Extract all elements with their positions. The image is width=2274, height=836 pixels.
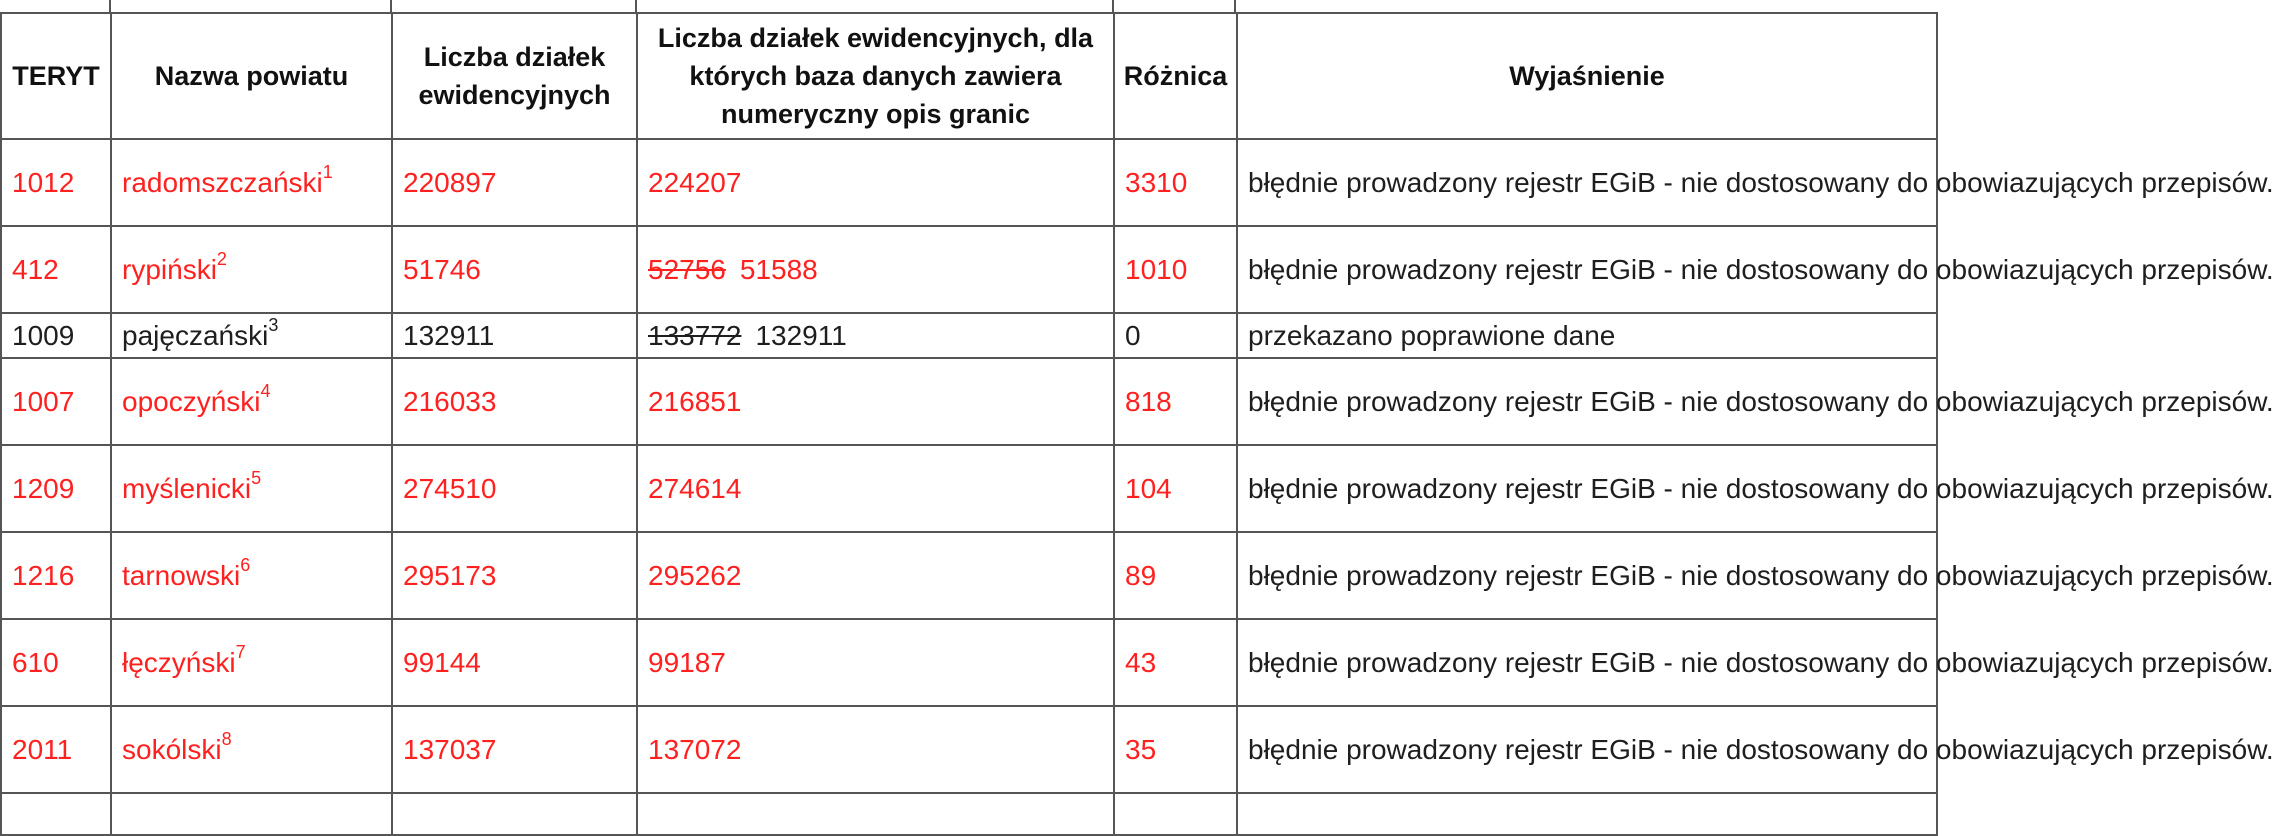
cell-numeric: 274614	[637, 445, 1114, 532]
district-name: opoczyński	[122, 386, 261, 417]
cell-count: 220897	[392, 139, 637, 226]
cell-teryt: 1007	[1, 358, 111, 445]
cell-name	[111, 313, 392, 358]
cell-explanation	[1237, 793, 1937, 835]
cell-teryt: 1216	[1, 532, 111, 619]
footnote-mark: 7	[235, 641, 246, 662]
table-row	[1, 532, 1937, 619]
district-name: sokólski	[122, 734, 222, 765]
cell-explanation: błędnie prowadzony rejestr EGiB - nie dostosowany do obowiazujących przepisów.	[1237, 532, 1937, 619]
cell-explanation: błędnie prowadzony rejestr EGiB - nie dostosowany do obowiazujących przepisów.	[1237, 139, 1937, 226]
district-name: łęczyński	[122, 647, 236, 678]
cell-name	[111, 793, 392, 835]
cell-explanation: błędnie prowadzony rejestr EGiB - nie dostosowany do obowiazujących przepisów.	[1237, 226, 1937, 313]
cell-count: 137037	[392, 706, 637, 793]
cell-name	[111, 532, 392, 619]
cell-diff: 3310	[1114, 139, 1237, 226]
corrected-value: 132911	[755, 320, 847, 351]
cell-teryt	[1, 793, 111, 835]
cell-diff: 0	[1114, 313, 1237, 358]
table-row	[1, 358, 1937, 445]
header-numeric: Liczba działek ewidencyjnych, dla których baza danych zawiera numeryczny opis granic	[637, 13, 1114, 139]
footnote-mark: 5	[251, 467, 262, 488]
cell-count: 99144	[392, 619, 637, 706]
cell-count: 216033	[392, 358, 637, 445]
table-row	[1, 793, 1937, 835]
corrected-value: 51588	[739, 254, 818, 285]
data-table	[0, 12, 2274, 836]
cell-teryt: 610	[1, 619, 111, 706]
cell-name	[111, 706, 392, 793]
district-name: pajęczański	[122, 320, 269, 351]
column-divider	[1112, 0, 1114, 12]
cell-name	[111, 226, 392, 313]
struck-value: 52756	[648, 254, 726, 285]
cell-teryt: 1012	[1, 139, 111, 226]
cell-name	[111, 139, 392, 226]
cell-numeric: 295262	[637, 532, 1114, 619]
cell-numeric: 216851	[637, 358, 1114, 445]
footnote-mark: 3	[268, 314, 279, 335]
header-teryt: TERYT	[1, 13, 111, 139]
table-row	[1, 226, 1937, 313]
cell-explanation: błędnie prowadzony rejestr EGiB - nie dostosowany do obowiazujących przepisów.	[1237, 706, 1937, 793]
cell-diff: 43	[1114, 619, 1237, 706]
column-divider	[390, 0, 392, 12]
cell-teryt: 2011	[1, 706, 111, 793]
cell-name	[111, 358, 392, 445]
cell-numeric: 137072	[637, 706, 1114, 793]
cell-numeric	[637, 793, 1114, 835]
cell-count: 295173	[392, 532, 637, 619]
cell-count: 132911	[392, 313, 637, 358]
cell-count	[392, 793, 637, 835]
cell-explanation: błędnie prowadzony rejestr EGiB - nie dostosowany do obowiazujących przepisów.	[1237, 619, 1937, 706]
table-body	[1, 139, 2274, 835]
footnote-mark: 4	[260, 380, 271, 401]
header-diff: Różnica	[1114, 13, 1237, 139]
cell-numeric	[637, 226, 1114, 313]
cell-numeric: 99187	[637, 619, 1114, 706]
header-name: Nazwa powiatu	[111, 13, 392, 139]
cell-diff: 104	[1114, 445, 1237, 532]
district-name: tarnowski	[122, 560, 241, 591]
header-explanation: Wyjaśnienie	[1237, 13, 1937, 139]
footnote-mark: 1	[322, 161, 333, 182]
cell-diff: 35	[1114, 706, 1237, 793]
cell-diff: 1010	[1114, 226, 1237, 313]
cell-teryt: 1009	[1, 313, 111, 358]
cell-count: 51746	[392, 226, 637, 313]
cell-name	[111, 445, 392, 532]
cell-teryt: 1209	[1, 445, 111, 532]
district-name: radomszczański	[122, 167, 323, 198]
cell-explanation: błędnie prowadzony rejestr EGiB - nie dostosowany do obowiazujących przepisów.	[1237, 358, 1937, 445]
cell-teryt: 412	[1, 226, 111, 313]
footnote-mark: 6	[240, 554, 251, 575]
district-name: myślenicki	[122, 473, 252, 504]
cell-count: 274510	[392, 445, 637, 532]
column-divider	[1234, 0, 1236, 12]
cell-diff: 89	[1114, 532, 1237, 619]
cell-numeric	[637, 313, 1114, 358]
cell-diff: 818	[1114, 358, 1237, 445]
column-divider	[109, 0, 111, 12]
table-row	[1, 706, 1937, 793]
table-row	[1, 445, 1937, 532]
table-row	[1, 313, 1937, 358]
table-row	[1, 619, 1937, 706]
cell-explanation: przekazano poprawione dane	[1237, 313, 1937, 358]
header-count: Liczba działek ewidencyjnych	[392, 13, 637, 139]
column-divider	[635, 0, 637, 12]
footnote-mark: 2	[216, 248, 227, 269]
table-row	[1, 139, 1937, 226]
cell-name	[111, 619, 392, 706]
table-header-row	[1, 13, 1937, 139]
cell-explanation: błędnie prowadzony rejestr EGiB - nie dostosowany do obowiazujących przepisów.	[1237, 445, 1937, 532]
district-name: rypiński	[122, 254, 217, 285]
cell-diff	[1114, 793, 1237, 835]
struck-value: 133772	[648, 320, 742, 351]
cell-numeric: 224207	[637, 139, 1114, 226]
footnote-mark: 8	[221, 728, 232, 749]
